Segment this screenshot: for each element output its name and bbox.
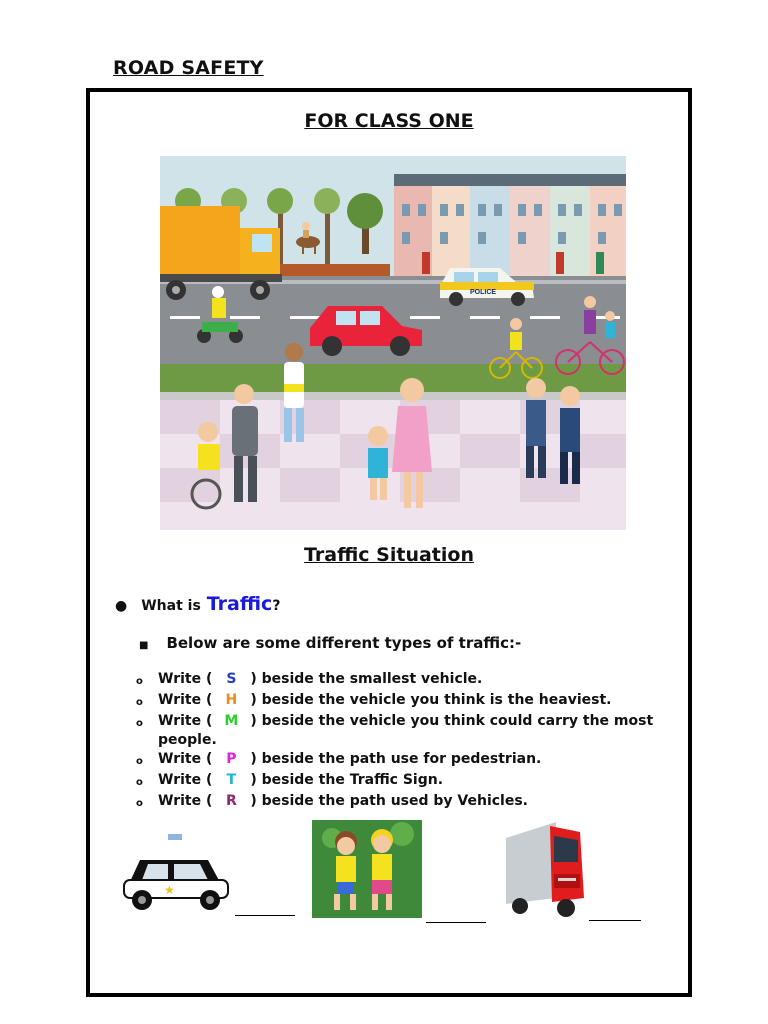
task-letter: M [224, 713, 239, 729]
police-label: POLICE [470, 289, 497, 296]
bullet-circle: o [136, 697, 143, 708]
task-post: ) beside the path used by Vehicles. [250, 793, 528, 809]
task-post: ) beside the smallest vehicle. [250, 671, 483, 687]
question-prefix: What is [141, 598, 201, 614]
task-pre: Write ( [158, 793, 213, 809]
task-pre: Write ( [158, 713, 213, 729]
answer-blank-truck[interactable] [589, 920, 641, 921]
children-walking-icon [312, 820, 422, 918]
question-keyword: Traffic [206, 593, 273, 615]
subheading [139, 634, 521, 652]
task-item [136, 712, 656, 750]
task-item [136, 691, 656, 712]
houses [394, 174, 626, 276]
task-letter: T [226, 772, 237, 788]
scene-caption: Traffic Situation [304, 544, 474, 566]
task-letter: S [226, 671, 237, 687]
task-item [136, 670, 656, 691]
street-scene-illustration [160, 156, 626, 530]
task-item [136, 792, 656, 813]
task-post: ) beside the path use for pedestrian. [250, 751, 542, 767]
task-letter: H [225, 692, 238, 708]
red-truck-icon [496, 818, 592, 920]
bullet-circle: o [136, 718, 143, 729]
subheading-text: Below are some different types of traffic:- [166, 634, 522, 652]
question-what-is-traffic [115, 593, 280, 615]
class-title: FOR CLASS ONE [304, 110, 474, 132]
worksheet-frame [86, 88, 692, 997]
task-pre: Write ( [158, 692, 213, 708]
bullet-circle: o [136, 676, 143, 687]
answer-blank-children[interactable] [426, 922, 486, 923]
document-title: ROAD SAFETY [113, 57, 264, 79]
task-pre: Write ( [158, 671, 213, 687]
task-post: ) beside the vehicle you think is the heaviest. [250, 692, 612, 708]
bullet-dot: ● [115, 598, 128, 614]
task-letter: R [225, 793, 237, 809]
bullet-circle: o [136, 798, 143, 809]
svg-text:★: ★ [164, 883, 175, 897]
task-item [136, 750, 656, 771]
police-car-icon [118, 830, 234, 920]
bullet-square: ■ [139, 640, 149, 651]
task-post: ) beside the vehicle you think could carry the most people. [158, 713, 654, 748]
task-letter: P [226, 751, 237, 767]
task-post: ) beside the Traffic Sign. [250, 772, 444, 788]
bullet-circle: o [136, 756, 143, 767]
answer-blank-police-car[interactable] [235, 915, 295, 916]
task-list [136, 670, 656, 813]
task-pre: Write ( [158, 751, 213, 767]
task-pre: Write ( [158, 772, 213, 788]
task-item [136, 771, 656, 792]
question-suffix: ? [272, 598, 281, 614]
bullet-circle: o [136, 777, 143, 788]
